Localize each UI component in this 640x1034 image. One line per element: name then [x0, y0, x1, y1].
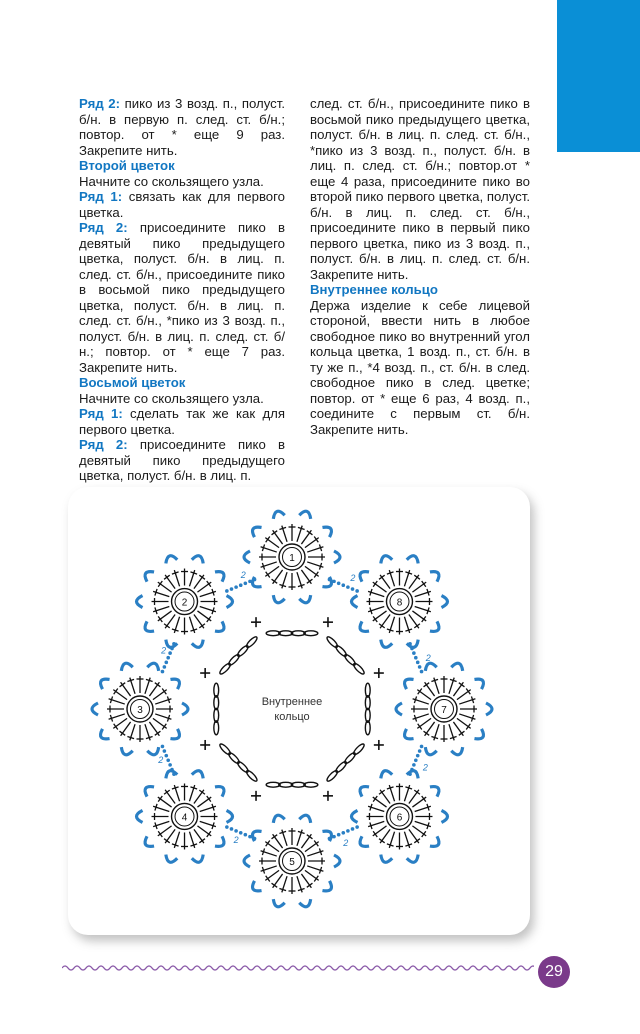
join-dot	[418, 665, 422, 669]
inner-ring-label: Внутреннее	[261, 696, 323, 708]
join-dot	[172, 772, 176, 776]
stitch-crossbar	[158, 796, 162, 802]
picot	[322, 881, 334, 894]
stitch-crossbar	[199, 790, 205, 794]
row-marker: 2	[425, 652, 431, 663]
chain-stitch	[218, 662, 231, 675]
picot	[379, 554, 392, 563]
picot	[379, 640, 392, 649]
stitch-crossbar	[466, 689, 470, 695]
chapter-tab	[557, 0, 640, 152]
row-marker: 2	[240, 570, 246, 581]
picot	[164, 554, 177, 563]
join-dot	[225, 825, 229, 829]
join-dot	[253, 578, 257, 582]
stitch-crossbar	[422, 796, 426, 802]
section-heading-text: Внутреннее кольцо	[310, 282, 438, 297]
stitch-crossbar	[424, 683, 430, 687]
join-dot	[416, 754, 420, 758]
join-dot	[414, 656, 418, 660]
picot	[299, 813, 312, 822]
picot	[98, 729, 110, 742]
footer-wave-line	[62, 958, 534, 978]
text-column-left	[79, 96, 285, 484]
paragraph-text: присоедините пико в девятый пико предыдущего цветка, полуст. б/н. в лиц. п. след. ст. б/н., присоедините пико в восьмой пико предыдущего цветка, полуст. б/н. в лиц. п. след. ст. б/н., *пико из 3 возд. п., полуст. б/н. в лиц. п. след. ст. б/н.; повтор. от * еще 7 раз. Закрепите нить.	[79, 220, 286, 375]
chain-stitch	[326, 635, 339, 648]
row-marker: 2	[158, 755, 164, 766]
stitch-crossbar	[266, 876, 270, 882]
stitch-crossbar	[272, 579, 278, 583]
stitch-crossbar	[373, 616, 377, 622]
section-heading-text: Второй цветок	[79, 158, 175, 173]
picot	[379, 769, 392, 778]
motif-number: 1	[289, 552, 295, 564]
stitch-crossbar	[114, 724, 118, 730]
section-heading	[310, 282, 530, 298]
section-heading	[79, 375, 285, 391]
picot	[142, 836, 154, 849]
crochet-diagram-card	[68, 487, 530, 935]
picot	[334, 551, 340, 563]
join-dot	[253, 837, 257, 841]
chain-stitch	[245, 635, 258, 648]
stitch-crossbar	[207, 581, 211, 587]
picot	[430, 621, 442, 634]
paragraph	[79, 189, 285, 220]
picot	[351, 810, 357, 822]
row-label: Ряд 1:	[79, 189, 123, 204]
picot	[271, 509, 284, 518]
join-dot	[346, 829, 350, 833]
join-dot	[341, 831, 345, 835]
join-dot	[414, 758, 418, 762]
join-dot	[328, 837, 332, 841]
join-dot	[166, 758, 170, 762]
stitch-crossbar	[422, 581, 426, 587]
join-dot	[239, 831, 243, 835]
picot	[182, 703, 188, 715]
stitch-crossbar	[162, 689, 166, 695]
join-dot	[244, 581, 248, 585]
chain-stitch	[352, 662, 365, 675]
paragraph-text: пико из 3 возд. п., полуст. б/н. в первую п. след. ст. б/н.; повтор. от * еще 9 раз. Закрепите нить.	[79, 96, 286, 158]
paragraph-text: след. ст. б/н., присоедините пико в восьмой пико предыдущего цветка, полуст. б/н. в лиц. п. след. ст. б/н., *пико из 3 возд. п., полуст. б/н. в лиц. п. след. ст. б/н.; повтор.от * еще 4 раза, присоедините пико во второй пико первого цветка, полуст. б/н. в лиц. п. след. ст. б/н., присоедините пико в первый пико первого цветка, пико из 3 возд. п., полуст. б/н. в лиц. п. след. ст. б/н. Закрепите нить.	[310, 96, 530, 282]
chain-stitch	[334, 760, 347, 773]
join-dot	[168, 763, 172, 767]
picot	[215, 568, 227, 581]
picot	[92, 703, 98, 715]
stitch-crossbar	[373, 581, 377, 587]
stitch-crossbar	[199, 624, 205, 628]
stitch-crossbar	[414, 624, 420, 628]
motif-number: 6	[396, 812, 403, 824]
stitch-crossbar	[158, 581, 162, 587]
chain-stitch	[352, 743, 365, 756]
stitch-crossbar	[266, 841, 270, 847]
stitch-crossbar	[272, 883, 278, 887]
chain-stitch	[343, 751, 356, 764]
row-marker: 2	[343, 837, 349, 848]
stitch-crossbar	[266, 572, 270, 578]
stitch-crossbar	[459, 683, 465, 687]
picot	[215, 783, 227, 796]
picot	[430, 783, 442, 796]
picot	[407, 554, 420, 563]
join-dot	[408, 642, 412, 646]
picot	[271, 899, 284, 908]
stitch-crossbar	[266, 537, 270, 543]
picot	[322, 524, 334, 537]
paragraph	[79, 406, 285, 437]
join-dot	[408, 772, 412, 776]
join-dot	[337, 833, 341, 837]
stitch-crossbar	[199, 839, 205, 843]
stitch-crossbar	[466, 724, 470, 730]
join-dot	[230, 587, 234, 591]
motif-number: 3	[137, 704, 143, 716]
picot	[423, 747, 436, 756]
motif-number: 5	[289, 856, 295, 868]
row-label: Ряд 2:	[79, 437, 128, 452]
motif-number: 8	[396, 597, 403, 609]
join-dot	[239, 583, 243, 587]
stitch-crossbar	[414, 575, 420, 579]
picot	[250, 881, 262, 894]
stitch-crossbar	[155, 683, 161, 687]
join-dot	[164, 661, 168, 665]
inner-ring-label: кольцо	[274, 711, 310, 723]
join-dot	[172, 642, 176, 646]
page-number: 29	[538, 956, 570, 988]
join-dot	[168, 651, 172, 655]
stitch-crossbar	[373, 796, 377, 802]
picot	[250, 524, 262, 537]
picot	[215, 621, 227, 634]
stitch-crossbar	[379, 790, 385, 794]
stitch-crossbar	[307, 531, 313, 535]
picot	[142, 568, 154, 581]
row-marker: 2	[161, 645, 167, 656]
stitch-crossbar	[207, 796, 211, 802]
paragraph-text: Держа изделие к себе лицевой стороной, ввести нить в любое свободное пико во внутренний угол кольца цветка, 1 возд. п., ст. б/н. в ту же п., *4 возд. п., ст. б/н. в след. свободное пико в след. цветке; повтор. от * еще 6 раз, 4 возд. п., соедините с первым ст. б/н. Закрепите нить.	[310, 297, 530, 437]
stitch-crossbar	[314, 876, 318, 882]
join-dot	[416, 661, 420, 665]
chain-stitch	[236, 760, 249, 773]
join-dot	[346, 585, 350, 589]
join-dot	[418, 749, 422, 753]
picot	[430, 568, 442, 581]
paragraph	[79, 437, 285, 484]
picot	[396, 703, 402, 715]
join-dot	[355, 589, 359, 593]
join-dot	[332, 580, 336, 584]
chain-stitch	[236, 644, 249, 657]
picot	[423, 661, 436, 670]
stitch-crossbar	[379, 575, 385, 579]
picot	[227, 810, 233, 822]
stitch-crossbar	[164, 624, 170, 628]
row-label: Ряд 2:	[79, 96, 121, 111]
row-label: Ряд 2:	[79, 220, 128, 235]
paragraph	[79, 96, 285, 158]
join-dot	[164, 754, 168, 758]
stitch-crossbar	[120, 731, 126, 735]
text-column-right	[310, 96, 530, 437]
picot	[299, 509, 312, 518]
stitch-crossbar	[307, 835, 313, 839]
picot	[334, 855, 340, 867]
picot	[402, 729, 414, 742]
stitch-crossbar	[314, 841, 318, 847]
join-dot	[225, 589, 229, 593]
stitch-crossbar	[418, 724, 422, 730]
picot	[192, 769, 205, 778]
stitch-crossbar	[414, 790, 420, 794]
chain-stitch	[227, 653, 240, 666]
chain-stitch	[227, 751, 240, 764]
picot	[299, 595, 312, 604]
join-dot	[412, 651, 416, 655]
picot	[451, 747, 464, 756]
join-dot	[248, 835, 252, 839]
picot	[164, 855, 177, 864]
picot	[407, 855, 420, 864]
picot	[170, 676, 182, 689]
stitch-crossbar	[418, 689, 422, 695]
stitch-crossbar	[114, 689, 118, 695]
section-heading	[79, 158, 285, 174]
stitch-crossbar	[164, 790, 170, 794]
motif-number: 2	[181, 597, 188, 609]
picot	[215, 836, 227, 849]
join-dot	[234, 829, 238, 833]
picot	[474, 729, 486, 742]
paragraph-text: присоедините пико в девятый пико предыдущего цветка, полуст. б/н. в лиц. п.	[79, 437, 286, 483]
join-dot	[351, 827, 355, 831]
stitch-crossbar	[207, 831, 211, 837]
motif-number: 4	[181, 812, 188, 824]
chain-stitch	[326, 769, 339, 782]
join-dot	[420, 745, 424, 749]
join-dot	[328, 578, 332, 582]
join-dot	[420, 670, 424, 674]
picot	[192, 855, 205, 864]
picot	[244, 551, 250, 563]
join-dot	[341, 583, 345, 587]
picot	[430, 836, 442, 849]
join-dot	[234, 585, 238, 589]
picot	[271, 595, 284, 604]
join-dot	[170, 647, 174, 651]
stitch-crossbar	[459, 731, 465, 735]
stitch-crossbar	[422, 831, 426, 837]
picot	[441, 810, 447, 822]
picot	[486, 703, 492, 715]
chain-stitch	[343, 653, 356, 666]
picot	[142, 621, 154, 634]
motif-number: 7	[441, 704, 447, 716]
join-dot	[244, 833, 248, 837]
stitch-crossbar	[272, 835, 278, 839]
join-dot	[161, 670, 165, 674]
picot	[441, 596, 447, 608]
picot	[192, 554, 205, 563]
join-dot	[337, 581, 341, 585]
row-marker: 2	[422, 762, 428, 773]
paragraph	[310, 96, 530, 282]
join-dot	[163, 665, 167, 669]
stitch-crossbar	[162, 724, 166, 730]
join-dot	[163, 749, 167, 753]
join-dot	[332, 835, 336, 839]
picot	[357, 836, 369, 849]
picot	[147, 661, 160, 670]
stitch-crossbar	[158, 831, 162, 837]
join-dot	[166, 656, 170, 660]
stitch-crossbar	[414, 839, 420, 843]
stitch-crossbar	[164, 575, 170, 579]
paragraph	[79, 174, 285, 190]
paragraph	[310, 298, 530, 438]
picot	[402, 676, 414, 689]
picot	[357, 783, 369, 796]
paragraph	[79, 391, 285, 407]
paragraph	[79, 220, 285, 375]
stitch-crossbar	[158, 616, 162, 622]
paragraph-text: Начните со скользящего узла.	[79, 173, 264, 189]
picot	[192, 640, 205, 649]
join-dot	[230, 827, 234, 831]
chain-stitch	[218, 743, 231, 756]
row-marker: 2	[350, 573, 356, 584]
stitch-crossbar	[120, 683, 126, 687]
picot	[357, 568, 369, 581]
join-dot	[410, 647, 414, 651]
stitch-crossbar	[314, 572, 318, 578]
picot	[271, 813, 284, 822]
join-dot	[161, 745, 165, 749]
section-heading-text: Восьмой цветок	[79, 375, 186, 390]
crochet-diagram	[68, 487, 530, 935]
picot	[451, 661, 464, 670]
join-dot	[412, 763, 416, 767]
paragraph-text: сделать так же как для первого цветка.	[79, 406, 286, 437]
picot	[137, 810, 143, 822]
picot	[98, 676, 110, 689]
stitch-crossbar	[379, 624, 385, 628]
stitch-crossbar	[207, 616, 211, 622]
stitch-crossbar	[164, 839, 170, 843]
picot	[170, 729, 182, 742]
stitch-crossbar	[424, 731, 430, 735]
picot	[299, 899, 312, 908]
chain-stitch	[245, 769, 258, 782]
chain-stitch	[334, 644, 347, 657]
picot	[142, 783, 154, 796]
stitch-crossbar	[307, 579, 313, 583]
picot	[351, 596, 357, 608]
paragraph-text: Начните со скользящего узла.	[79, 390, 264, 406]
stitch-crossbar	[155, 731, 161, 735]
stitch-crossbar	[272, 531, 278, 535]
join-dot	[351, 587, 355, 591]
stitch-crossbar	[422, 616, 426, 622]
row-label: Ряд 1:	[79, 406, 123, 421]
picot	[474, 676, 486, 689]
picot	[119, 747, 132, 756]
picot	[137, 596, 143, 608]
picot	[357, 621, 369, 634]
stitch-crossbar	[373, 831, 377, 837]
row-marker: 2	[233, 834, 239, 845]
picot	[244, 855, 250, 867]
stitch-crossbar	[307, 883, 313, 887]
stitch-crossbar	[379, 839, 385, 843]
join-dot	[170, 768, 174, 772]
paragraph-text: связать как для первого цветка.	[79, 189, 285, 220]
join-dot	[355, 825, 359, 829]
picot	[119, 661, 132, 670]
join-dot	[410, 768, 414, 772]
picot	[227, 596, 233, 608]
picot	[379, 855, 392, 864]
stitch-crossbar	[199, 575, 205, 579]
join-dot	[248, 580, 252, 584]
stitch-crossbar	[314, 537, 318, 543]
